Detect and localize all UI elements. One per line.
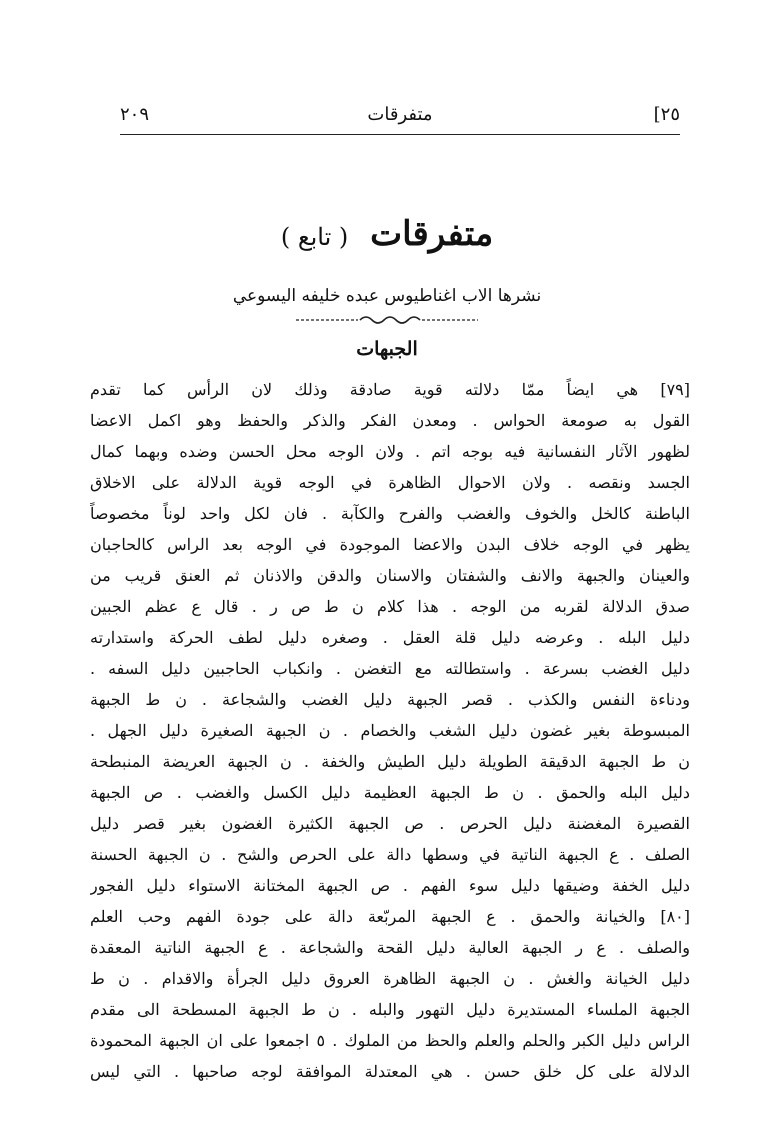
text-line: دليل البله والحمق . ن ط الجبهة العظيمة دليل الكسل والغضب . ص الجبهة bbox=[90, 783, 690, 802]
text-line: [۷۹] هي ايضاً ممّا دلالته قوية صادقة وذلك لان الرأس كما تقدم bbox=[90, 380, 690, 399]
section-number: [۲٥ bbox=[653, 104, 680, 125]
ornament-divider bbox=[296, 314, 478, 326]
text-line: يظهر في الوجه خلاف البدن والاعضا الموجودة في الوجه بعد الراس كالحاجبان bbox=[90, 535, 690, 554]
running-header bbox=[120, 98, 680, 135]
text-line: دليل البله . وعرضه دليل قلة العقل . وصغره دليل لطف الحركة واستدارته bbox=[90, 628, 690, 647]
text-line: القصيرة المغضنة دليل الحرص . ص الجبهة الكثيرة الغضون بغير قصر دليل bbox=[90, 814, 690, 833]
text-line: دليل الخفة وضيقها دليل سوء الفهم . ص الجبهة المختانة الاستواء دليل الفجور bbox=[90, 876, 690, 895]
text-line: الدلالة على كل خلق حسن . هي المعتدلة الموافقة لوجه صاحبها . التي ليس bbox=[90, 1062, 690, 1081]
text-line: [۸۰] والخيانة والحمق . ع الجبهة المربّعة دالة على جودة الفهم وحب العلم bbox=[90, 907, 690, 926]
section-heading: الجبهات bbox=[356, 338, 418, 360]
text-line: الجسد ونقصه . ولان الاحوال الظاهرة في الوجه قوية الدلالة على الاخلاق bbox=[90, 473, 690, 492]
page-number: ۲۰۹ bbox=[120, 104, 150, 125]
text-line: دليل الخيانة والغش . ن الجبهة الظاهرة العروق دليل الجرأة والاقدام . ن ط bbox=[90, 969, 690, 988]
text-line: الباطنة كالخل والخوف والغضب والفرح والكآبة . فان لكل واحد لوناً مخصوصاً bbox=[90, 504, 690, 523]
text-line: الراس دليل الكبر والحلم والعلم والحظ من الملوك . ٥ اجمعوا على ان الجبهة المحمودة bbox=[90, 1031, 690, 1050]
text-line: لظهور الآثار النفسانية فيه بوجه اتم . ولان الوجه محل الحسن وضده وبهما كمال bbox=[90, 442, 690, 461]
text-line: المبسوطة بغير غضون دليل الشغب والخصام . ن الجبهة الصغيرة دليل الجهل . bbox=[90, 721, 690, 740]
text-line: الجبهة الملساء المستديرة دليل التهور والبله . ن ط الجبهة المسطحة الى مقدم bbox=[90, 1000, 690, 1019]
text-line: الصلف . ع الجبهة الناتية في وسطها دالة على الحرص والشح . ن الجبهة الحسنة bbox=[90, 845, 690, 864]
text-line: والعينان والجبهة والانف والشفتان والاسنان والدقن والاذنان ثم العنق قريب من bbox=[90, 566, 690, 585]
text-line: والصلف . ع ر الجبهة العالية دليل القحة والشجاعة . ع الجبهة الناتية المعقدة bbox=[90, 938, 690, 957]
title-main: متفرقات bbox=[370, 214, 494, 254]
body-text bbox=[90, 374, 690, 1087]
text-line: ودناءة النفس والكذب . قصر الجبهة دليل الغضب والشجاعة . ن ط الجبهة bbox=[90, 690, 690, 709]
author-line: نشرها الاب اغناطيوس عبده خليفه اليسوعي bbox=[232, 286, 542, 306]
text-line: القول به صومعة الحواس . ومعدن الفكر والذكر والحفظ وهو اكمل الاعضا bbox=[90, 411, 690, 430]
text-line: دليل الغضب بسرعة . واستطالته مع التغضن . وانكباب الحاجبين دليل السفه . bbox=[90, 659, 690, 678]
title-subtitle: ( تابع ) bbox=[280, 223, 349, 251]
article-title bbox=[0, 214, 774, 254]
text-line: ن ط الجبهة الدقيقة الطويلة دليل الطيش والخفة . ن الجبهة العريضة المنبطحة bbox=[90, 752, 690, 771]
running-title: متفرقات bbox=[367, 104, 433, 125]
text-line: صدق الدلالة لقربه من الوجه . هذا كلام ن ط ص ر . قال ع عظم الجبين bbox=[90, 597, 690, 616]
